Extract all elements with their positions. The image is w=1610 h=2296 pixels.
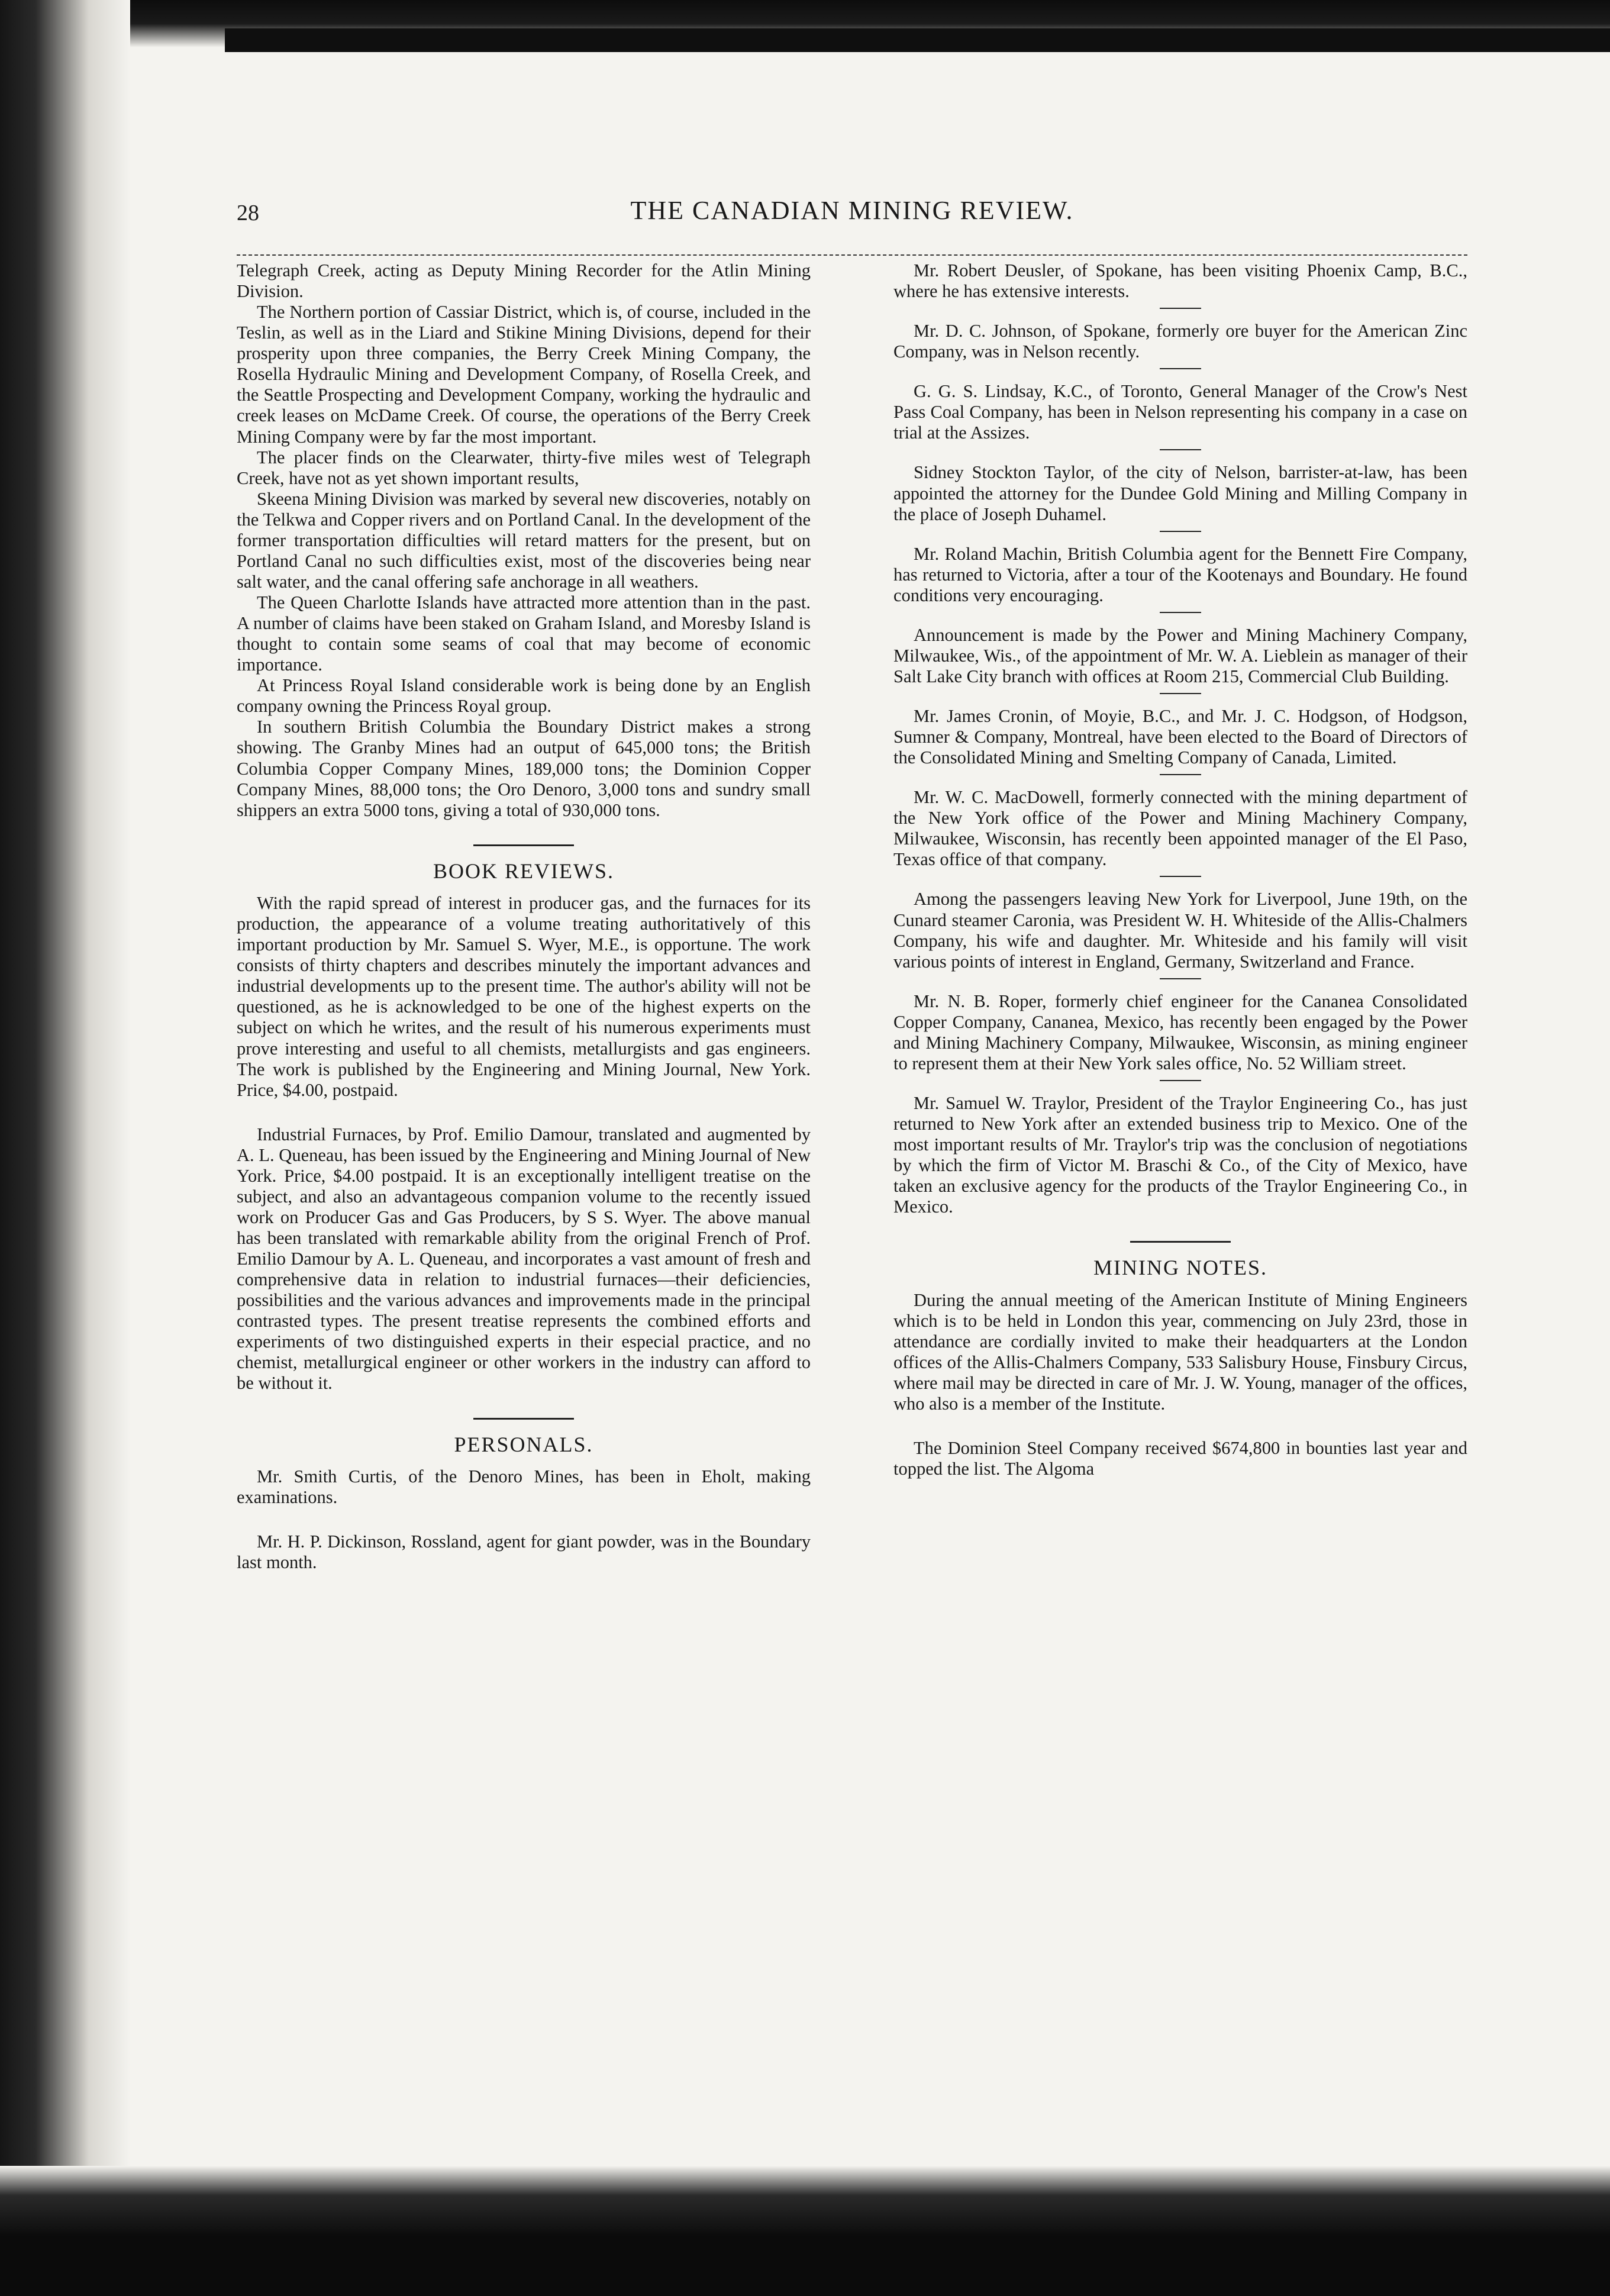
review-paragraph: Industrial Furnaces, by Prof. Emilio Damour, translated and augmented by A. L. Queneau, has been issued by the Engineering and Mining Journal of New York. Price, $4.00 postpaid. It is an exceptionally intelligent treatise on the subject, and also an advantageous companion volume to the recently issued work on Producer Gas and Gas Producers, by S S. Wyer. The above manual has been translated with remarkable ability from the original French of Prof. Emilio Damour by A. L. Queneau, and incorporates a vast amount of fresh and comprehensive data in relation to industrial furnaces—their deficiencies, possibilities and the various advances and improvements made in the principal contrasted types. The present treatise represents the combined efforts and experiments of two distinguished experts in their especial practice, and no chemist, metallurgical engineer or other workers in the industry can afford to be without it.	[237, 1124, 811, 1394]
item-divider	[1160, 308, 1201, 309]
mining-notes-heading: MINING NOTES.	[1093, 1256, 1267, 1280]
item-divider	[1160, 774, 1201, 775]
personal-item: Mr. Samuel W. Traylor, President of the Traylor Engineering Co., has just returned to New York after an extended business trip to Mexico. One of the most important results of Mr. Traylor's trip was the conclusion of negotiations by which the firm of Victor M. Braschi & Co., of the City of Mexico, have taken an exclusive agency for the products of the Traylor Engineering Co., in Mexico.	[893, 1092, 1467, 1217]
personal-item: Mr. Smith Curtis, of the Denoro Mines, has been in Eholt, making examinations.	[237, 1466, 811, 1507]
header-rule	[237, 254, 1467, 256]
personal-item: G. G. S. Lindsay, K.C., of Toronto, General Manager of the Crow's Nest Pass Coal Company, has been in Nelson representing his company in a case on trial at the Assizes.	[893, 381, 1467, 443]
article-paragraph: In southern British Columbia the Boundary District makes a strong showing. The Granby Mines had an output of 645,000 tons; the British Columbia Copper Company Mines, 189,000 tons; the Dominion Copper Company Mines, 88,000 tons; the Oro Denoro, 3,000 tons and sundry small shippers an extra 5000 tons, giving a total of 930,000 tons.	[237, 717, 811, 820]
journal-title: THE CANADIAN MINING REVIEW.	[630, 196, 1074, 225]
personal-item: Among the passengers leaving New York for Liverpool, June 19th, on the Cunard steamer Caronia, was President W. H. Whiteside of the Allis-Chalmers Company, his wife and daughter. Mr. Whiteside and his family will visit various points of interest in England, Germany, Switzerland and France.	[893, 889, 1467, 972]
item-divider	[1160, 693, 1201, 694]
personal-item: Sidney Stockton Taylor, of the city of Nelson, barrister-at-law, has been appointed the attorney for the Dundee Gold Mining and Milling Company in the place of Joseph Duhamel.	[893, 462, 1467, 524]
article-paragraph: Telegraph Creek, acting as Deputy Mining Recorder for the Atlin Mining Division.	[237, 260, 811, 302]
personal-item: Mr. Robert Deusler, of Spokane, has been visiting Phoenix Camp, B.C., where he has extensive interests.	[893, 260, 1467, 302]
left-column	[237, 260, 811, 1573]
mining-note: During the annual meeting of the American Institute of Mining Engineers which is to be held in London this year, commencing on July 23rd, those in attendance are cordially invited to make their headquarters at the London offices of the Allis-Chalmers Company, 533 Salisbury House, Finsbury Circus, where mail may be directed in care of Mr. J. W. Young, manager of the offices, who also is a member of the Institute.	[893, 1289, 1467, 1414]
personal-item: Mr. H. P. Dickinson, Rossland, agent for giant powder, was in the Boundary last month.	[237, 1531, 811, 1573]
article-paragraph: The Northern portion of Cassiar District, which is, of course, included in the Teslin, as well as in the Liard and Stikine Mining Divisions, depend for their prosperity upon three companies, the Berry Creek Mining Company, the Rosella Hydraulic Mining and Development Company, of Rosella Creek, and the Seattle Prospecting and Development Company, working the hydraulic and creek leases on McDame Creek. Of course, the operations of the Berry Creek Mining Company were by far the most important.	[237, 302, 811, 447]
personal-item: Mr. D. C. Johnson, of Spokane, formerly ore buyer for the American Zinc Company, was in Nelson recently.	[893, 321, 1467, 362]
section-divider	[473, 844, 574, 846]
personal-item: Mr. W. C. MacDowell, formerly connected with the mining department of the New York office of the Power and Mining Machinery Company, Milwaukee, Wisconsin, has recently been appointed manager of the El Paso, Texas office of that company.	[893, 787, 1467, 870]
personal-item: Mr. Roland Machin, British Columbia agent for the Bennett Fire Company, has returned to Victoria, after a tour of the Kootenays and Boundary. He found conditions very encouraging.	[893, 543, 1467, 605]
item-divider	[1160, 876, 1201, 877]
article-paragraph: At Princess Royal Island considerable work is being done by an English company owning the Princess Royal group.	[237, 675, 811, 717]
article-paragraph: Skeena Mining Division was marked by several new discoveries, notably on the Telkwa and Copper rivers and on Portland Canal. In the development of the former transportation difficulties will retard matters for the present, but on Portland Canal no such difficulties exist, most of the discoveries being near salt water, and the canal offering safe anchorage in all weathers.	[237, 488, 811, 592]
review-paragraph: With the rapid spread of interest in producer gas, and the furnaces for its production, the appearance of a volume treating authoritatively of this important production by Mr. Samuel S. Wyer, M.E., is opportune. The work consists of thirty chapters and describes minutely the important advances and industrial developments up to the present time. The author's ability will not be questioned, as he is acknowledged to be one of the highest experts on the subject on which he writes, and the result of his numerous experiments must prove interesting and useful to all chemists, metallurgists and gas engineers. The work is published by the Engineering and Mining Journal, New York. Price, $4.00, postpaid.	[237, 893, 811, 1100]
page	[237, 178, 1467, 2166]
page-number: 28	[237, 201, 259, 225]
personal-item: Announcement is made by the Power and Mining Machinery Company, Milwaukee, Wis., of the appointment of Mr. W. A. Lieblein as manager of their Salt Lake City branch with offices at Room 215, Commercial Club Building.	[893, 624, 1467, 686]
scan-border-top-bar	[225, 28, 1610, 52]
item-divider	[1160, 612, 1201, 613]
article-paragraph: The Queen Charlotte Islands have attracted more attention than in the past. A number of claims have been staked on Graham Island, and Moresby Island is thought to contain some seams of coal that may become of economic importance.	[237, 592, 811, 675]
section-divider	[473, 1418, 574, 1420]
book-reviews-heading: BOOK REVIEWS.	[433, 859, 614, 883]
page-header	[237, 195, 1467, 243]
scan-border-bottom	[0, 2166, 1610, 2296]
item-divider	[1160, 978, 1201, 979]
personals-heading: PERSONALS.	[454, 1432, 593, 1456]
item-divider	[1160, 368, 1201, 369]
personal-item: Mr. James Cronin, of Moyie, B.C., and Mr. J. C. Hodgson, of Hodgson, Sumner & Company, Montreal, have been elected to the Board of Directors of the Consolidated Mining and Smelting Company of Canada, Limited.	[893, 706, 1467, 768]
item-divider	[1160, 1080, 1201, 1081]
personal-item: Mr. N. B. Roper, formerly chief engineer for the Cananea Consolidated Copper Company, Cananea, Mexico, has recently been engaged by the Power and Mining Machinery Company, Milwaukee, Wisconsin, as mining engineer to represent them at their New York sales office, No. 52 William street.	[893, 991, 1467, 1073]
section-divider	[1130, 1241, 1231, 1243]
scan-border-left	[0, 0, 130, 2296]
right-column	[893, 260, 1467, 1479]
mining-note: The Dominion Steel Company received $674,800 in bounties last year and topped the list. The Algoma	[893, 1438, 1467, 1479]
article-paragraph: The placer finds on the Clearwater, thirty-five miles west of Telegraph Creek, have not as yet shown important results,	[237, 447, 811, 488]
item-divider	[1160, 449, 1201, 450]
item-divider	[1160, 531, 1201, 532]
